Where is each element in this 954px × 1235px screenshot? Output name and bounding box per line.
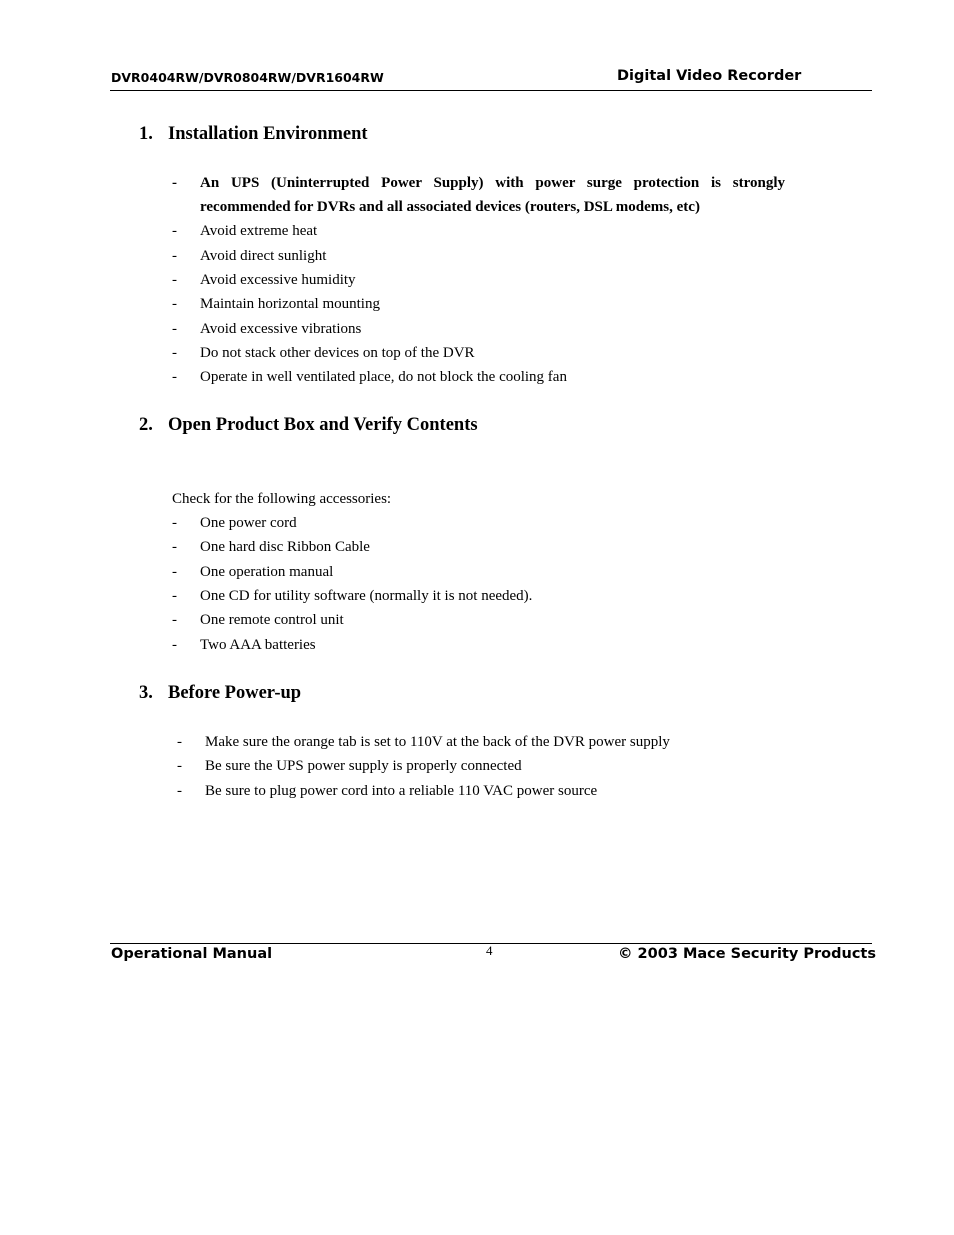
section-heading: Open Product Box and Verify Contents <box>168 415 478 435</box>
list-item-text: Maintain horizontal mounting <box>200 296 380 312</box>
bullet-dash: - <box>177 783 182 799</box>
bullet-dash: - <box>172 369 177 385</box>
list-item-text: An UPS (Uninterrupted Power Supply) with power surge protection is strongly recommended for DVRs and all associated devices (routers, DSL modems, etc) <box>200 175 785 215</box>
header-model-line: DVR0404RW/DVR0804RW/DVR1604RW <box>111 70 384 85</box>
bullet-dash: - <box>172 321 177 337</box>
section-title-before-power-up <box>139 683 301 704</box>
bullet-dash: - <box>172 248 177 264</box>
list-item-text: Avoid excessive humidity <box>200 272 356 288</box>
section-number: 2. <box>139 415 153 435</box>
list-item-text: Be sure to plug power cord into a reliable 110 VAC power source <box>205 783 598 799</box>
list-item-text: Do not stack other devices on top of the DVR <box>200 345 475 361</box>
list-item-text: Avoid excessive vibrations <box>200 321 362 337</box>
bullet-dash: - <box>172 588 177 604</box>
bullet-dash: - <box>172 515 177 531</box>
section-number: 1. <box>139 124 153 144</box>
bullet-dash: - <box>172 637 177 653</box>
bullet-dash: - <box>172 272 177 288</box>
page-number: 4 <box>486 943 493 958</box>
list-item-text: Be sure the UPS power supply is properly connected <box>205 758 522 774</box>
section-heading: Before Power-up <box>168 683 302 703</box>
section-heading: Installation Environment <box>168 124 368 144</box>
bullet-dash: - <box>172 612 177 628</box>
bullet-dash: - <box>172 564 177 580</box>
footer-manual-title: Operational Manual <box>111 946 273 962</box>
list-item-text: One hard disc Ribbon Cable <box>200 539 370 555</box>
bullet-dash: - <box>172 223 177 239</box>
list-item-text: Make sure the orange tab is set to 110V at the back of the DVR power supply <box>205 734 670 750</box>
list-item-text: Operate in well ventilated place, do not block the cooling fan <box>200 369 567 385</box>
bullet-dash: - <box>172 175 177 191</box>
list-item-text: Avoid direct sunlight <box>200 248 327 264</box>
list-item-text: One remote control unit <box>200 612 344 628</box>
accessories-intro: Check for the following accessories: <box>172 491 392 507</box>
section-title-open-product-box <box>139 415 478 436</box>
bullet-dash: - <box>172 539 177 555</box>
list-item-text: Avoid extreme heat <box>200 223 318 239</box>
bullet-dash: - <box>172 345 177 361</box>
header-product-name: Digital Video Recorder <box>617 68 802 84</box>
list-item-text: Two AAA batteries <box>200 637 316 653</box>
footer-copyright: © 2003 Mace Security Products <box>618 946 876 962</box>
bullet-dash: - <box>172 296 177 312</box>
header-rule <box>110 90 872 91</box>
list-item-text: One power cord <box>200 515 297 531</box>
section-title-installation-environment <box>139 124 368 145</box>
list-item-text: One operation manual <box>200 564 334 580</box>
bullet-dash: - <box>177 734 182 750</box>
list-item-text: One CD for utility software (normally it is not needed). <box>200 588 533 604</box>
section-number: 3. <box>139 683 153 703</box>
bullet-dash: - <box>177 758 182 774</box>
